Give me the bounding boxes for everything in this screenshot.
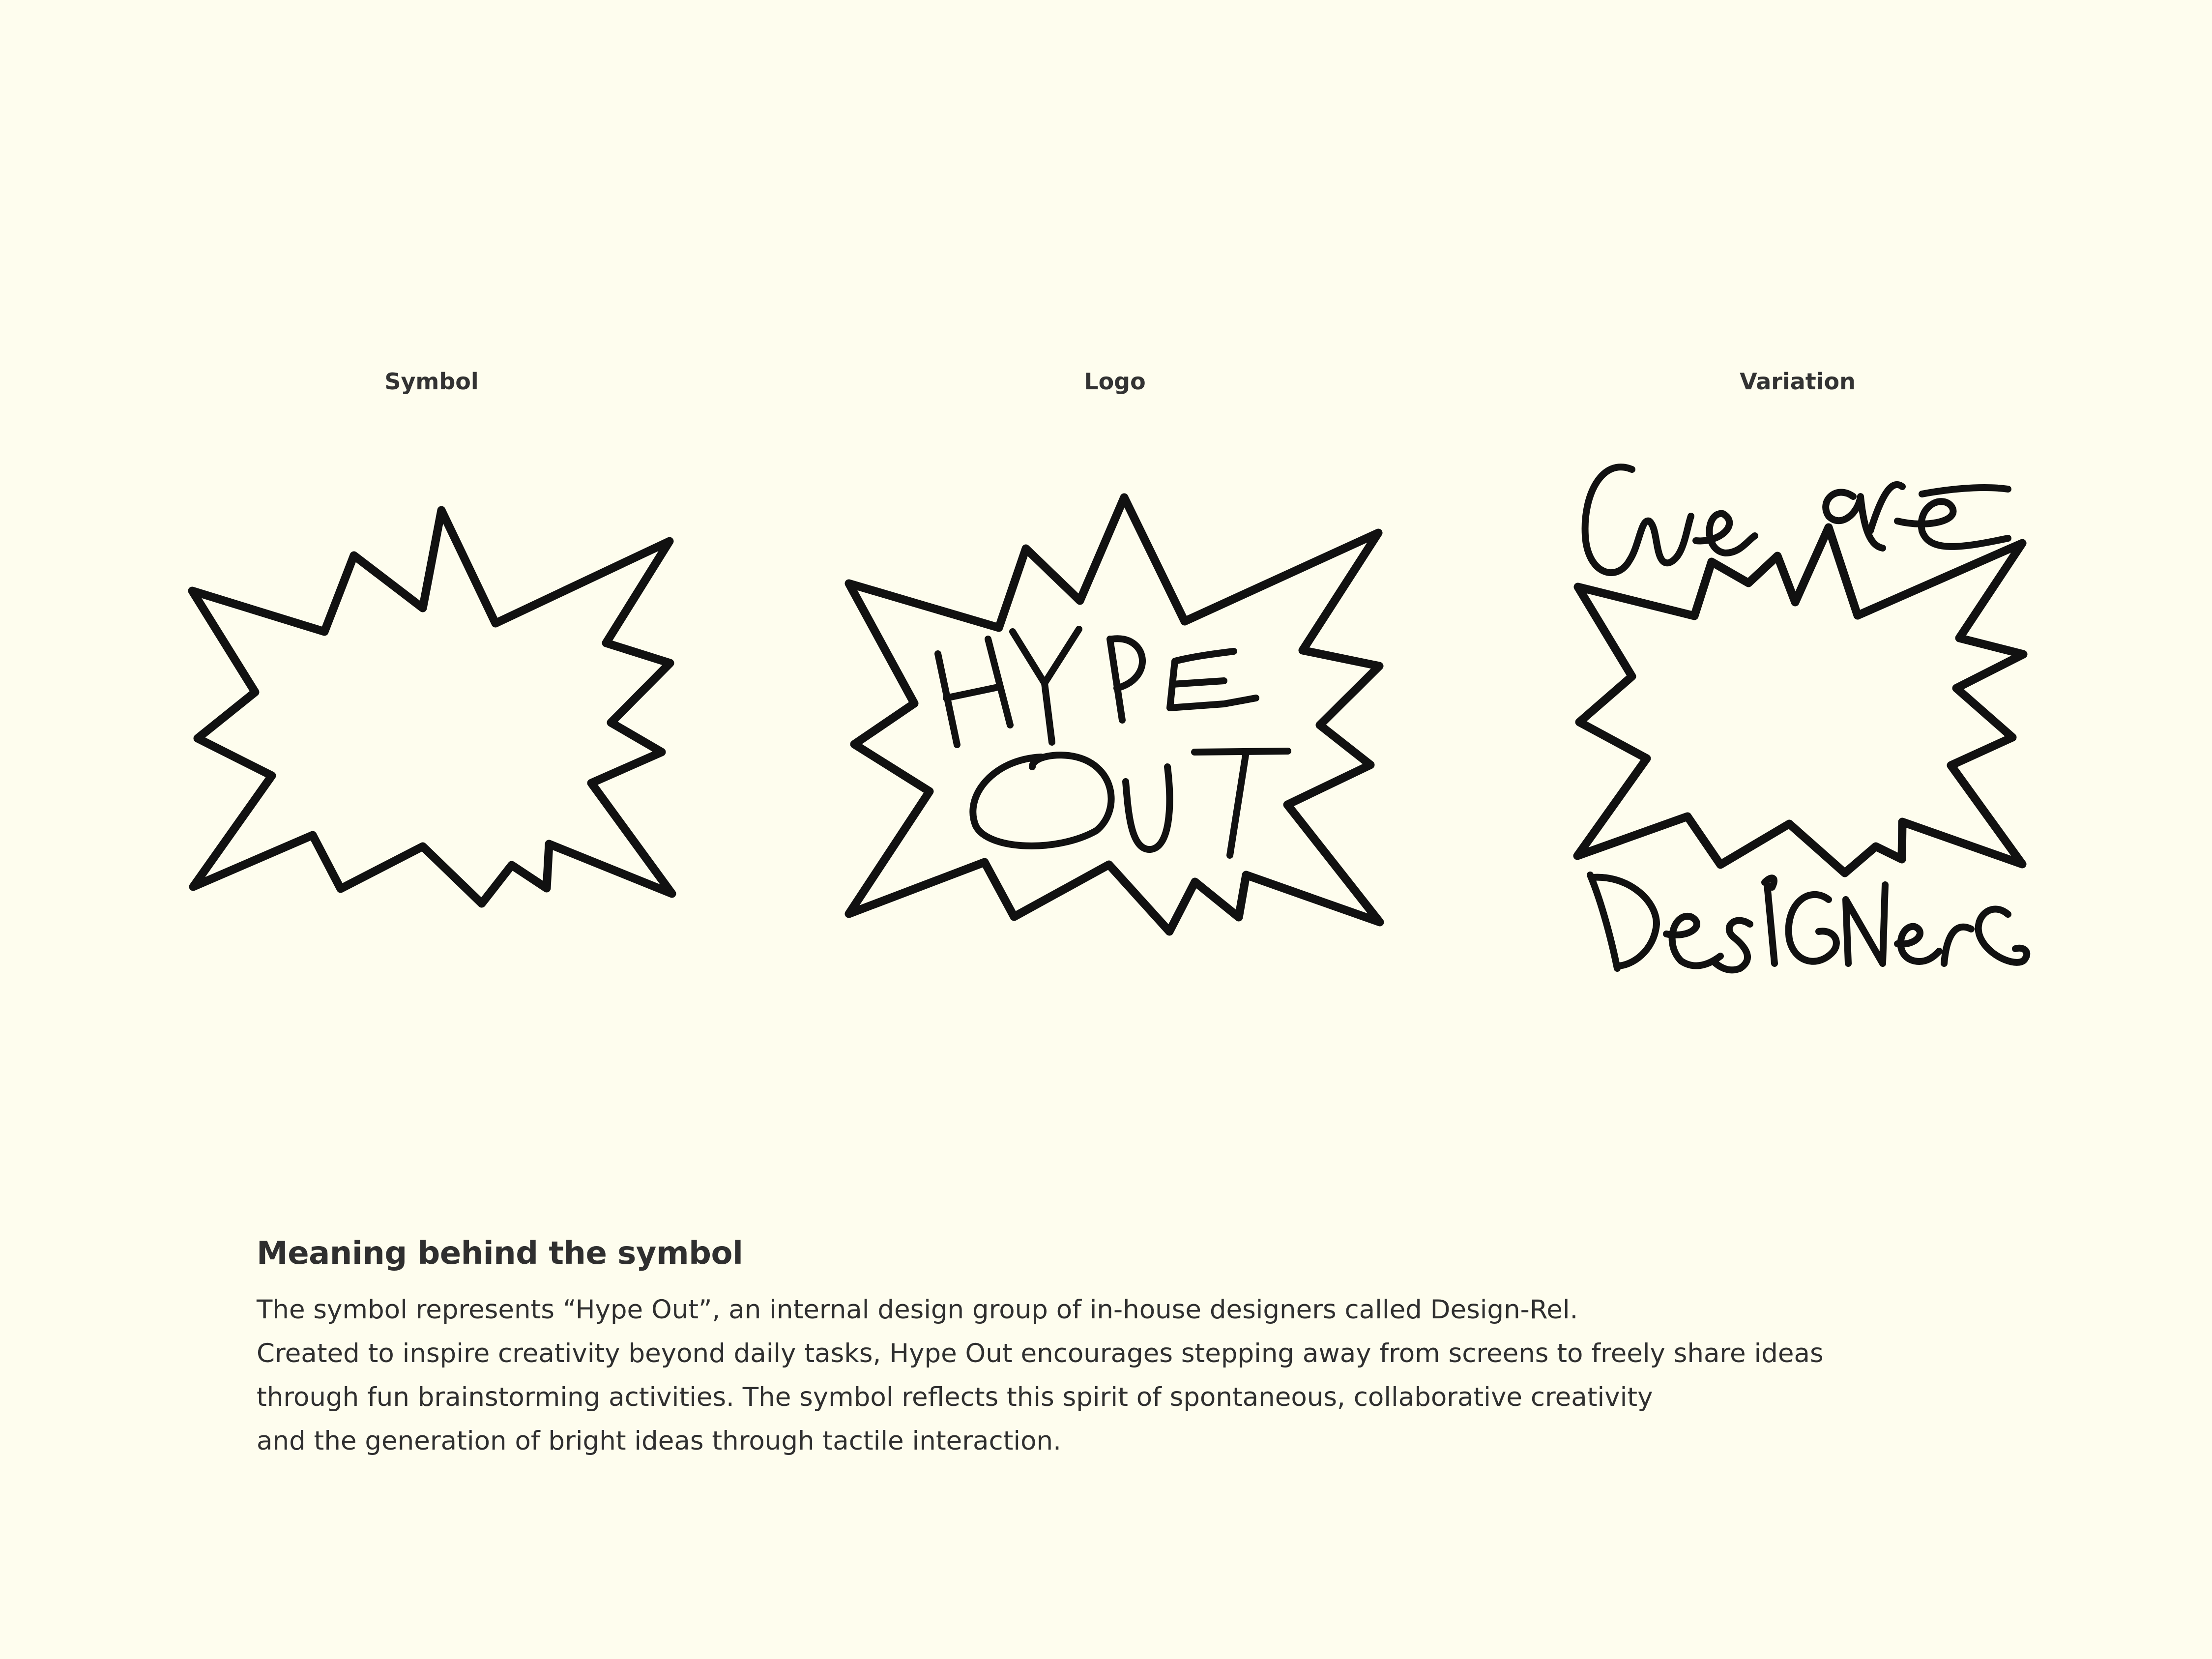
description-line-4: and the generation of bright ideas through tactile interaction. [257,1426,1061,1456]
symbol-starburst-icon [192,510,672,903]
logo-starburst-icon [849,497,1380,931]
variation-bottom-handwriting [1590,875,2027,970]
description-section [257,1234,2026,1463]
description-heading: Meaning behind the symbol [257,1235,743,1272]
description-line-2: Created to inspire creativity beyond daily tasks, Hype Out encourages stepping away from screens to freely share ideas [257,1339,1824,1368]
logo-label: Logo [1084,368,1146,395]
symbol-label: Symbol [384,368,479,395]
variation-label: Variation [1740,368,1856,395]
variation-top-handwriting [1585,467,2008,573]
logo-handwritten-text [938,629,1288,855]
description-line-1: The symbol represents “Hype Out”, an internal design group of in-house designers called Design-Rel. [257,1295,1578,1325]
description-line-3: through fun brainstorming activities. The symbol reflects this spirit of spontaneous, collaborative creativity [257,1382,1653,1412]
variation-starburst-icon [1577,527,2023,873]
